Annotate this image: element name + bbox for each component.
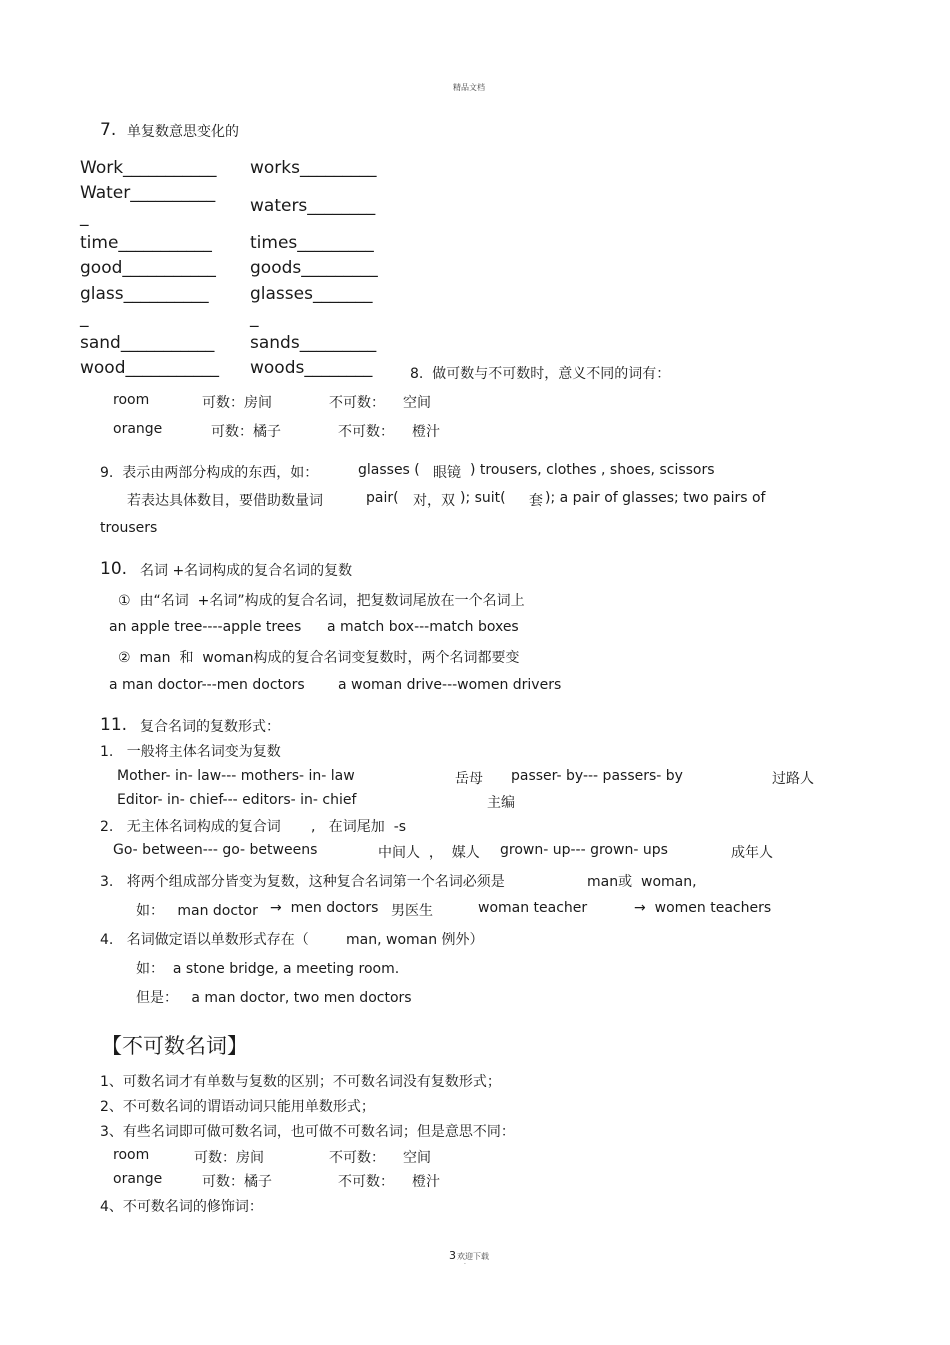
sec7-right-item: sands_________ [250, 333, 377, 353]
sec11-item4-example: 但是： a man doctor, two men doctors [136, 990, 412, 1006]
sec11-item2: , 在词尾加 -s [311, 819, 407, 835]
sec8-meaning: 橙汁 [412, 424, 440, 440]
uncount-line: 2、不可数名词的谓语动词只能用单数形式； [100, 1099, 375, 1115]
sec7-right-item: goods_________ [250, 258, 378, 278]
uncount-line: 1、可数名词才有单数与复数的区别；不可数名词没有复数形式； [100, 1074, 501, 1090]
sec11-title: 复合名词的复数形式： [140, 719, 280, 735]
sec11-item1-example: Mother- in- law--- mothers- in- law [117, 768, 355, 784]
uncount-count: 可数：房间 [194, 1150, 264, 1166]
uncount-heading: 【不可数名词】 [101, 1034, 248, 1058]
footer-dot: . [464, 1259, 466, 1266]
sec11-item2-example: 中间人 ， 媒人 [378, 845, 480, 861]
footer-note: 欢迎下载 [457, 1252, 489, 1261]
page-number: 3 [449, 1249, 456, 1262]
sec10-example: a match box---match boxes [327, 619, 519, 635]
sec9-line2-f: ); a pair of glasses; two pairs of [545, 490, 766, 506]
uncount-uncount: 不可数： [329, 1150, 385, 1166]
sec8-meaning: 空间 [403, 395, 431, 411]
sec11-item1-example: 岳母 [455, 771, 483, 787]
header-mark: 精品文档 [453, 83, 485, 92]
sec7-right-item: times_________ [250, 233, 374, 253]
sec8-word: orange [113, 421, 163, 437]
sec11-item1-example: 过路人 [772, 771, 814, 787]
sec7-title: 单复数意思变化的 [127, 124, 239, 140]
sec11-item2-example: Go- between--- go- betweens [113, 842, 318, 858]
sec11-item3-example: 男医生 [391, 903, 433, 919]
sec11-item4: 4. 名词做定语以单数形式存在（ [100, 932, 309, 948]
sec11-item1-example: 主编 [487, 795, 515, 811]
sec8-count: 可数：房间 [202, 395, 272, 411]
uncount-count: 可数：橘子 [202, 1174, 272, 1190]
sec11-item3: 3. 将两个组成部分皆变为复数，这种复合名词第一个名词必须是 [100, 874, 505, 890]
sec8-title: 8. 做可数与不可数时，意义不同的词有： [410, 366, 671, 382]
uncount-word: room [113, 1147, 150, 1163]
sec9-line2-e: 套 [529, 493, 543, 509]
sec7-left-item: good___________ [80, 258, 216, 278]
sec7-left-item: time___________ [80, 233, 212, 253]
sec9-line2-b: pair( [366, 490, 399, 506]
sec7-left-item: _ [80, 308, 89, 328]
sec10-point1: ① 由“名词 +名词”构成的复合名词，把复数词尾放在一个名词上 [118, 593, 525, 609]
sec7-right-item: glasses_______ [250, 284, 373, 304]
sec7-right-item: woods________ [250, 358, 373, 378]
sec7-left-item: _ [80, 207, 89, 227]
uncount-line: 3、有些名词即可做可数名词，也可做不可数名词；但是意思不同： [100, 1124, 515, 1140]
sec10-example: an apple tree----apple trees [109, 619, 302, 635]
sec8-uncount: 不可数： [329, 395, 385, 411]
sec10-number: 10. [100, 559, 128, 579]
sec11-item4: man, woman 例外） [346, 932, 484, 948]
sec11-item2-example: 成年人 [731, 845, 773, 861]
sec8-uncount: 不可数： [338, 424, 394, 440]
sec7-right-item: waters________ [250, 196, 376, 216]
sec11-item3-example: → women teachers [634, 900, 772, 916]
sec11-item1-example: passer- by--- passers- by [511, 768, 683, 784]
uncount-meaning: 橙汁 [412, 1174, 440, 1190]
sec8-word: room [113, 392, 150, 408]
sec11-item1-example: Editor- in- chief--- editors- in- chief [117, 792, 357, 808]
sec9-line1-d: ) trousers, clothes , shoes, scissors [470, 462, 715, 478]
sec9-line1-b: glasses ( [358, 462, 420, 478]
sec10-example: a man doctor---men doctors [109, 677, 305, 693]
uncount-line: 4、不可数名词的修饰词： [100, 1199, 263, 1215]
sec9-line1-a: 9. 表示由两部分构成的东西，如： [100, 465, 319, 481]
sec11-item1: 1. 一般将主体名词变为复数 [100, 744, 281, 760]
uncount-uncount: 不可数： [338, 1174, 394, 1190]
sec10-example: a woman drive---women drivers [338, 677, 562, 693]
sec9-line1-c: 眼镜 [433, 465, 461, 481]
sec11-item3-example: 如： man doctor [136, 903, 258, 919]
sec7-left-item: sand___________ [80, 333, 215, 353]
uncount-word: orange [113, 1171, 163, 1187]
sec7-left-item: Work___________ [80, 158, 217, 178]
sec10-point2: ② man 和 woman构成的复合名词变复数时，两个名词都要变 [118, 650, 520, 666]
sec7-right-item: _ [250, 308, 259, 328]
sec11-number: 11. [100, 715, 128, 735]
sec8-count: 可数：橘子 [211, 424, 281, 440]
sec11-item3: man或 woman, [587, 874, 697, 890]
sec11-item3-example: → men doctors [270, 900, 379, 916]
sec9-line2-a: 若表达具体数目，要借助数量词 [127, 493, 323, 509]
sec11-item3-example: woman teacher [478, 900, 588, 916]
sec10-title: 名词 +名词构成的复合名词的复数 [140, 563, 353, 579]
sec11-item2-example: grown- up--- grown- ups [500, 842, 668, 858]
sec7-left-item: wood___________ [80, 358, 219, 378]
sec7-left-item: Water__________ [80, 183, 216, 203]
uncount-meaning: 空间 [403, 1150, 431, 1166]
sec9-line2-c: 对，双 [413, 493, 455, 509]
sec9-line2-d: ); suit( [460, 490, 506, 506]
sec7-right-item: works_________ [250, 158, 377, 178]
sec7-number: 7. [100, 120, 117, 140]
sec11-item4-example: 如： a stone bridge, a meeting room. [136, 961, 400, 977]
sec11-item2: 2. 无主体名词构成的复合词 [100, 819, 281, 835]
sec9-line3: trousers [100, 520, 158, 536]
sec7-left-item: glass__________ [80, 284, 209, 304]
